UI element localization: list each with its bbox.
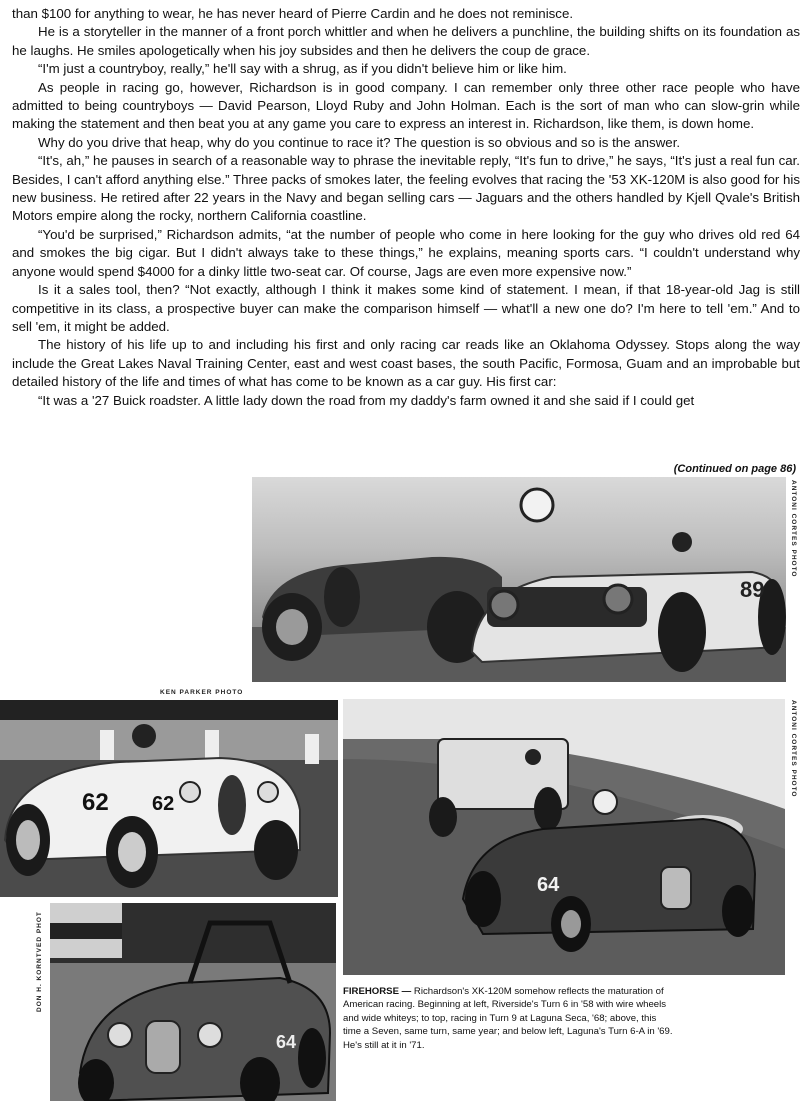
paragraph: “It's, ah,” he pauses in search of a reasonable way to phrase the inevitable reply, “It's fun to drive,” he says, “It's just a real fun car. Besides, I can't afford anything else.” Three packs of smokes later, the feeling evolves that racing the '53 XK-120M is also good for his new business. He retired after 22 years in the Navy and began selling cars — Jaguars and the others handled by Kjell Qvale's British Motors empire along the rocky, northern California coastline. <box>12 153 800 224</box>
photo-credit-mid-left: KEN PARKER PHOTO <box>160 689 244 696</box>
paragraph: Is it a sales tool, then? “Not exactly, although I think it makes some kind of statement. I mean, if that 18-year-old Jag is still competitive in its class, a prospective buyer can make the comparison himself — what'll a new one do? I'm here to tell 'em.” And to sell 'em, it might be added. <box>12 282 800 334</box>
paragraph: “It was a '27 Buick roadster. A little lady down the road from my daddy's farm owned it and she said if I could get <box>38 392 695 408</box>
paragraph: Why do you drive that heap, why do you continue to race it? The question is so obvious and so is the answer. <box>38 134 681 150</box>
photo-credit-top-right: ANTONI CORTES PHOTO <box>790 480 797 578</box>
car-number: 64 <box>276 1032 297 1052</box>
car-number: 62 <box>82 789 109 816</box>
article-body <box>12 5 800 410</box>
photo-mid-right-image <box>343 699 785 975</box>
photo-top-right <box>252 477 786 682</box>
photo-top-right-image <box>252 477 786 682</box>
caption-lead: FIREHORSE — <box>343 986 412 997</box>
photo-credit-mid-right: ANTONI CORTES PHOTO <box>790 700 797 798</box>
paragraph: He is a storyteller in the manner of a front porch whittler and when he delivers a punchline, the building shifts on its foundation as he laughs. He smiles apologetically when his joy subsides and then he delivers the coup de grace. <box>12 24 800 58</box>
paragraph: “You'd be surprised,” Richardson admits, “at the number of people who come in here looking for the guy who drives old red 64 and smokes the big cigar. But I didn't always take to these things,” he explains, meaning sports cars. “I couldn't understand why anyone would spend $4000 for a dinky little two-seat car. Of course, Jags are even more expensive now.” <box>12 226 800 279</box>
photo-bottom-left <box>50 903 336 1101</box>
paragraph: The history of his life up to and including his first and only racing car reads like an Oklahoma Odyssey. Stops along the way include the Great Lakes Naval Training Center, east and west coast bases, the south Pacific, Formosa, Guam and an improbable but detailed history of the life and times of what has come to be known as a car guy. His first car: <box>12 337 800 390</box>
car-number: 62 <box>152 793 175 815</box>
photo-mid-right <box>343 699 785 975</box>
photo-credit-bottom-left: DON H. KORNTVED PHOT <box>36 911 43 1012</box>
caption-text: Richardson's XK-120M somehow reflects the maturation of American racing. Beginning at left, Riverside's Turn 6 in '58 with wire wheels and wide whiteys; to top, racing in Turn 9 at Laguna Seca, '68; above, this time a Seven, same turn, same year; and below left, Laguna's Turn 6-A in '69. He's still at it in '71. <box>343 986 673 1051</box>
paragraph: “I'm just a countryboy, really,” he'll say with a shrug, as if you didn't believe him or like him. <box>38 61 567 77</box>
paragraph: As people in racing go, however, Richardson is in good company. I can remember only three other race people who have admitted to being countryboys — David Pearson, Lloyd Ruby and John Holman. Each is the sort of man who can slow-grin while making the statement and then beat you at any game you care to express an interest in. Richardson, like them, is down home. <box>12 79 800 132</box>
photo-bottom-left-image <box>50 903 336 1101</box>
car-number: 64 <box>537 874 560 896</box>
continued-note: (Continued on page 86) <box>673 463 796 475</box>
photo-mid-left <box>0 700 338 897</box>
paragraph: than $100 for anything to wear, he has never heard of Pierre Cardin and he does not reminisce. <box>12 6 574 21</box>
car-number: 89 <box>740 577 765 602</box>
photo-caption <box>343 985 673 1052</box>
photo-mid-left-image <box>0 700 338 897</box>
